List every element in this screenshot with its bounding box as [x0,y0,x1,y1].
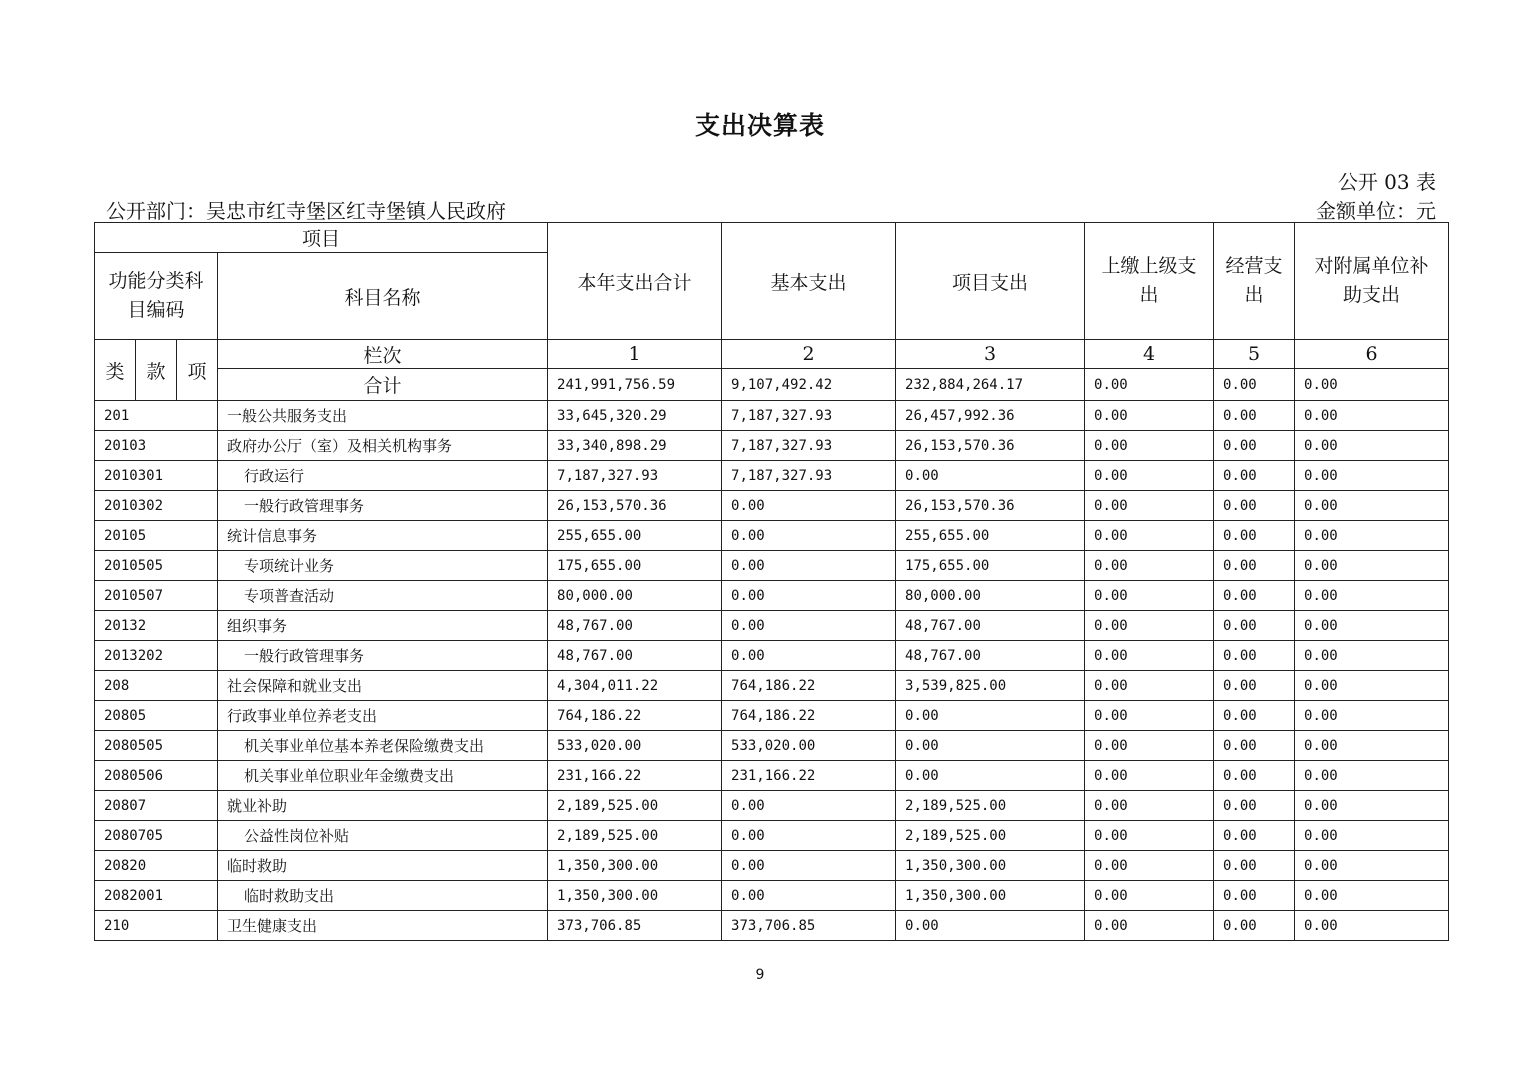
row-value-cell: 2,189,525.00 [896,821,1085,851]
row-value-cell: 0.00 [1085,521,1214,551]
row-value-cell: 0.00 [1085,911,1214,941]
row-value-cell: 33,645,320.29 [548,401,722,431]
row-value-cell: 0.00 [1085,491,1214,521]
header-col-total: 本年支出合计 [548,223,722,340]
table-row [95,731,1449,761]
col-number: 5 [1214,340,1295,369]
table-row [95,641,1449,671]
row-value-cell: 533,020.00 [548,731,722,761]
table-row [95,881,1449,911]
row-value-cell: 0.00 [1295,641,1449,671]
row-value-cell: 80,000.00 [896,581,1085,611]
table-row [95,761,1449,791]
header-col-project: 项目支出 [896,223,1085,340]
table-row [95,431,1449,461]
header-col-upper: 上缴上级支出 [1085,223,1214,340]
row-value-cell: 0.00 [896,461,1085,491]
table-row [95,791,1449,821]
row-value-cell: 0.00 [1085,851,1214,881]
row-value-cell: 0.00 [896,701,1085,731]
header-col-business: 经营支出 [1214,223,1295,340]
amount-unit-label: 金额单位：元 [1316,199,1436,223]
row-code: 20805 [95,701,218,731]
row-value-cell: 33,340,898.29 [548,431,722,461]
header-xiang: 项 [177,340,218,401]
row-value-cell: 764,186.22 [548,701,722,731]
table-row [95,491,1449,521]
row-value-cell: 0.00 [722,491,896,521]
row-value-cell: 0.00 [1214,881,1295,911]
row-value-cell: 0.00 [1295,521,1449,551]
row-value-cell: 0.00 [722,821,896,851]
row-subject-name: 就业补助 [218,791,548,821]
header-project: 项目 [95,223,548,253]
row-value-cell: 0.00 [1085,881,1214,911]
row-value-cell: 0.00 [1214,671,1295,701]
row-subject-name: 组织事务 [218,611,548,641]
table-row [95,401,1449,431]
row-code: 20820 [95,851,218,881]
row-code: 201 [95,401,218,431]
row-subject-name: 临时救助支出 [218,881,548,911]
page-title: 支出决算表 [694,111,825,140]
row-value-cell: 0.00 [722,791,896,821]
row-value-cell: 0.00 [1295,431,1449,461]
row-value-cell: 0.00 [1295,701,1449,731]
row-value-cell: 2,189,525.00 [896,791,1085,821]
row-value-cell: 0.00 [1085,761,1214,791]
row-value-cell: 0.00 [722,881,896,911]
row-value-cell: 0.00 [1214,581,1295,611]
header-col-basic: 基本支出 [722,223,896,340]
row-value-cell: 0.00 [1295,911,1449,941]
row-value-cell: 1,350,300.00 [548,851,722,881]
row-value-cell: 533,020.00 [722,731,896,761]
header-func-code: 功能分类科目编码 [95,253,218,340]
row-code: 208 [95,671,218,701]
row-code: 2010301 [95,461,218,491]
row-code: 2082001 [95,881,218,911]
row-value-cell: 764,186.22 [722,671,896,701]
row-subject-name: 一般行政管理事务 [218,641,548,671]
row-value-cell: 1,350,300.00 [548,881,722,911]
row-value-cell: 0.00 [722,581,896,611]
row-value-cell: 0.00 [1214,911,1295,941]
col-number: 4 [1085,340,1214,369]
row-value-cell: 0.00 [1085,611,1214,641]
total-cell: 9,107,492.42 [722,369,896,401]
row-code: 20103 [95,431,218,461]
total-cell: 232,884,264.17 [896,369,1085,401]
row-subject-name: 一般公共服务支出 [218,401,548,431]
table-row [95,461,1449,491]
row-code: 2010302 [95,491,218,521]
page-number: 9 [755,967,765,983]
row-value-cell: 0.00 [1214,761,1295,791]
row-value-cell: 0.00 [1214,611,1295,641]
row-code: 2080505 [95,731,218,761]
expenditure-table [94,222,1449,941]
row-value-cell: 0.00 [1214,821,1295,851]
row-value-cell: 175,655.00 [548,551,722,581]
row-value-cell: 0.00 [1295,491,1449,521]
row-value-cell: 2,189,525.00 [548,821,722,851]
row-code: 2080705 [95,821,218,851]
row-value-cell: 3,539,825.00 [896,671,1085,701]
row-value-cell: 0.00 [722,551,896,581]
row-value-cell: 0.00 [1295,791,1449,821]
form-number: 公开 03 表 [1337,170,1436,194]
row-value-cell: 48,767.00 [896,611,1085,641]
row-code: 20105 [95,521,218,551]
header-lanci: 栏次 [218,340,548,369]
row-value-cell: 0.00 [722,611,896,641]
table-row [95,821,1449,851]
row-value-cell: 0.00 [1295,581,1449,611]
row-value-cell: 0.00 [1295,821,1449,851]
row-value-cell: 0.00 [1295,731,1449,761]
col-number: 3 [896,340,1085,369]
total-label: 合计 [218,369,548,401]
row-value-cell: 7,187,327.93 [722,461,896,491]
total-row [95,369,1449,401]
row-subject-name: 机关事业单位职业年金缴费支出 [218,761,548,791]
row-subject-name: 统计信息事务 [218,521,548,551]
header-col-subsidy: 对附属单位补助支出 [1295,223,1449,340]
row-value-cell: 26,153,570.36 [896,431,1085,461]
table-row [95,581,1449,611]
row-value-cell: 0.00 [1085,821,1214,851]
row-value-cell: 0.00 [1295,851,1449,881]
table-row [95,611,1449,641]
row-subject-name: 行政运行 [218,461,548,491]
row-code: 2010507 [95,581,218,611]
row-value-cell: 0.00 [1085,731,1214,761]
col-number: 2 [722,340,896,369]
header-subject-name: 科目名称 [218,253,548,340]
row-code: 2013202 [95,641,218,671]
total-cell: 241,991,756.59 [548,369,722,401]
row-value-cell: 0.00 [1295,461,1449,491]
row-code: 2080506 [95,761,218,791]
row-value-cell: 26,457,992.36 [896,401,1085,431]
row-value-cell: 0.00 [1085,641,1214,671]
table-row [95,911,1449,941]
table-row [95,701,1449,731]
row-value-cell: 373,706.85 [722,911,896,941]
row-value-cell: 0.00 [1085,671,1214,701]
col-number: 6 [1295,340,1449,369]
row-value-cell: 0.00 [1214,731,1295,761]
row-value-cell: 26,153,570.36 [896,491,1085,521]
row-value-cell: 0.00 [896,731,1085,761]
row-value-cell: 0.00 [1085,701,1214,731]
row-value-cell: 231,166.22 [722,761,896,791]
table-row [95,851,1449,881]
row-value-cell: 0.00 [722,851,896,881]
row-value-cell: 175,655.00 [896,551,1085,581]
row-value-cell: 0.00 [722,521,896,551]
row-value-cell: 1,350,300.00 [896,851,1085,881]
row-value-cell: 0.00 [1214,521,1295,551]
row-value-cell: 2,189,525.00 [548,791,722,821]
department-label: 公开部门：吴忠市红寺堡区红寺堡镇人民政府 [106,199,506,223]
row-subject-name: 一般行政管理事务 [218,491,548,521]
row-value-cell: 0.00 [1085,431,1214,461]
row-value-cell: 0.00 [1295,551,1449,581]
row-value-cell: 48,767.00 [548,641,722,671]
header-kuan: 款 [136,340,177,401]
row-value-cell: 0.00 [1085,581,1214,611]
row-value-cell: 7,187,327.93 [548,461,722,491]
row-code: 20132 [95,611,218,641]
row-value-cell: 231,166.22 [548,761,722,791]
col-number: 1 [548,340,722,369]
row-value-cell: 80,000.00 [548,581,722,611]
row-value-cell: 0.00 [1214,461,1295,491]
row-code: 210 [95,911,218,941]
row-subject-name: 社会保障和就业支出 [218,671,548,701]
total-cell: 0.00 [1295,369,1449,401]
row-value-cell: 0.00 [722,641,896,671]
row-value-cell: 48,767.00 [548,611,722,641]
row-code: 2010505 [95,551,218,581]
row-value-cell: 0.00 [1085,461,1214,491]
row-value-cell: 0.00 [1085,791,1214,821]
row-subject-name: 政府办公厅（室）及相关机构事务 [218,431,548,461]
row-value-cell: 0.00 [1085,401,1214,431]
row-value-cell: 4,304,011.22 [548,671,722,701]
row-value-cell: 0.00 [896,911,1085,941]
row-value-cell: 7,187,327.93 [722,401,896,431]
row-value-cell: 26,153,570.36 [548,491,722,521]
row-value-cell: 0.00 [1295,671,1449,701]
row-value-cell: 0.00 [1085,551,1214,581]
row-value-cell: 0.00 [896,761,1085,791]
row-value-cell: 0.00 [1214,551,1295,581]
row-subject-name: 专项普查活动 [218,581,548,611]
row-value-cell: 764,186.22 [722,701,896,731]
total-cell: 0.00 [1085,369,1214,401]
row-subject-name: 行政事业单位养老支出 [218,701,548,731]
header-lei: 类 [95,340,136,401]
row-value-cell: 7,187,327.93 [722,431,896,461]
row-value-cell: 0.00 [1214,431,1295,461]
row-value-cell: 373,706.85 [548,911,722,941]
row-value-cell: 255,655.00 [896,521,1085,551]
table-row [95,551,1449,581]
row-value-cell: 48,767.00 [896,641,1085,671]
row-value-cell: 0.00 [1214,851,1295,881]
row-subject-name: 专项统计业务 [218,551,548,581]
row-value-cell: 1,350,300.00 [896,881,1085,911]
row-subject-name: 临时救助 [218,851,548,881]
row-value-cell: 0.00 [1214,641,1295,671]
table-row [95,671,1449,701]
row-value-cell: 0.00 [1214,491,1295,521]
row-subject-name: 公益性岗位补贴 [218,821,548,851]
row-value-cell: 0.00 [1295,401,1449,431]
row-value-cell: 0.00 [1295,881,1449,911]
row-value-cell: 255,655.00 [548,521,722,551]
row-code: 20807 [95,791,218,821]
row-subject-name: 卫生健康支出 [218,911,548,941]
total-cell: 0.00 [1214,369,1295,401]
row-value-cell: 0.00 [1295,611,1449,641]
row-value-cell: 0.00 [1214,791,1295,821]
table-row [95,521,1449,551]
row-value-cell: 0.00 [1295,761,1449,791]
row-subject-name: 机关事业单位基本养老保险缴费支出 [218,731,548,761]
row-value-cell: 0.00 [1214,701,1295,731]
row-value-cell: 0.00 [1214,401,1295,431]
